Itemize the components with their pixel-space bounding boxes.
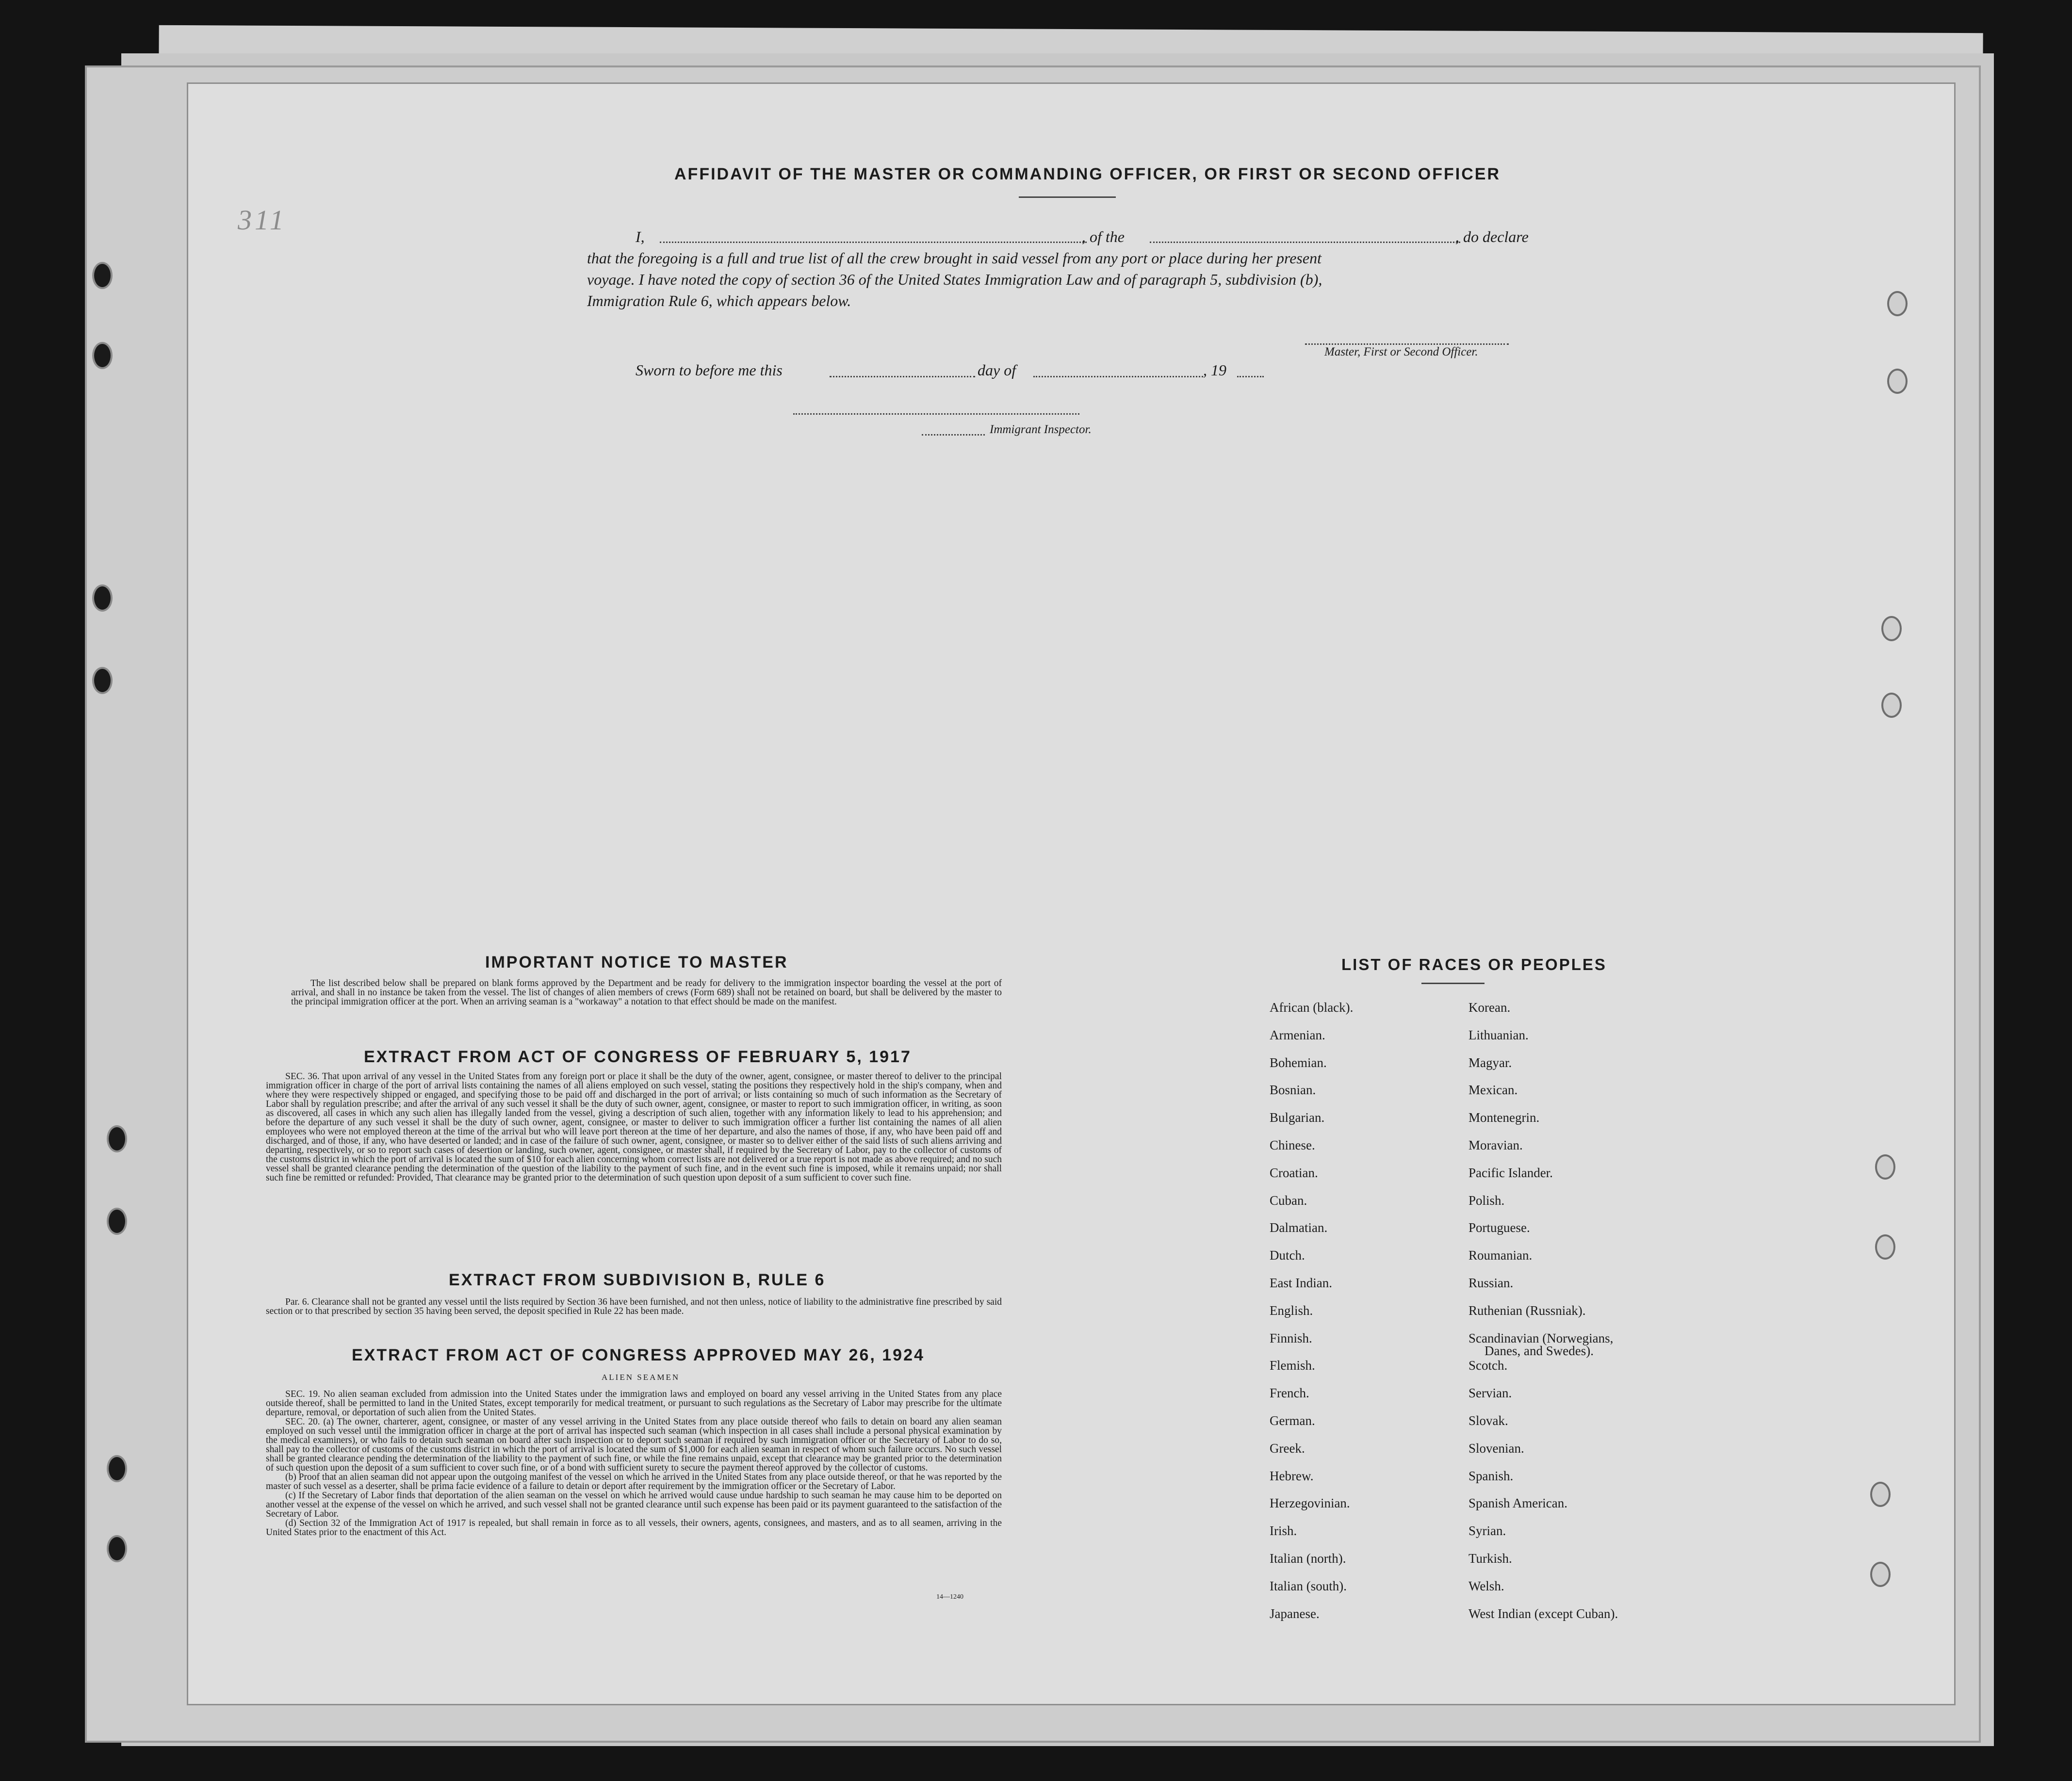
race-item: Bulgarian.	[1270, 1110, 1325, 1125]
race-item: French.	[1270, 1386, 1309, 1401]
section-19-paragraph: SEC. 19. No alien seaman excluded from admission into the United States under the immigration laws and employed on board any vessel arriving in the United States from any place outside thereof, shall be permitted to land in the United States, except temporarily for medical treatment, or pursuant to such regulations as the Secretary of Labor may prescribe for the ultimate departure, removal, or deportation of such alien from the United States.	[266, 1389, 1002, 1418]
race-item: Syrian.	[1468, 1523, 1506, 1538]
notice-title: IMPORTANT NOTICE TO MASTER	[485, 953, 788, 971]
officer-label: Master, First or Second Officer.	[1324, 345, 1478, 358]
binder-hole-icon	[1887, 369, 1908, 394]
race-item: Herzegovinian.	[1270, 1496, 1350, 1511]
notice-paragraph: The list described below shall be prepared on blank forms approved by the Department and be ready for delivery to the immigration inspector boarding the vessel at the port of arrival, and shall in no instance be taken from the vessel. The list of changes of alien members of crews (Form 689) shall not be retained on board, but shall be delivered by the master to the principal immigration officer at the port. When an arriving seaman is a "workaway" a notation to that effect should be made on the manifest.	[291, 978, 1002, 1007]
races-title-rule	[1421, 983, 1485, 984]
race-item: Hebrew.	[1270, 1468, 1314, 1483]
race-item: Slovenian.	[1468, 1441, 1524, 1456]
sworn-year: , 19	[1203, 361, 1226, 379]
affidavit-of-the-label: , of the	[1082, 228, 1125, 245]
race-item: West Indian (except Cuban).	[1468, 1606, 1618, 1621]
section-36-paragraph: SEC. 36. That upon arrival of any vessel in the United States from any foreign port or place it shall be the duty of the owner, agent, consignee, or master thereof to deliver to the principal immigration officer in charge of the port of arrival lists containing the names of all aliens employed on such vessel, stating the positions they respectively hold in the ship's company, when and where they were respectively shipped or engaged, and specifying those to be paid off and discharged in the port of arrival; or lists containing so much of such information as the Secretary of Labor shall by regulation prescribe; and after the arrival of any such vessel it shall be the duty of such owner, agent, consignee, or master to report to such immigration officer, in writing, as soon as discovered, all cases in which any such alien has illegally landed from the vessel, giving a description of such alien, together with any information likely to lead to his apprehension; and before the departure of any such vessel it shall be the duty of such owner, agent, consignee, or master to deliver to such immigration officer a further list containing the names of all alien employees who were not employed thereon at the time of the arrival but who will leave port thereon at the time of her departure, and also the names of those, if any, who have been paid off and discharged, and of those, if any, who have deserted or landed; and in case of the failure of such owner, agent, consignee, or master so to deliver either of the said lists of such aliens arriving and departing, respectively, or so to report such cases of desertion or landing, such owner, agent, consignee, or master shall, if required by the Secretary of Labor, pay to the collector of customs of the customs district in which the port of arrival is located the sum of $10 for each alien concerning whom correct lists are not delivered or a true report is not made as above required; and no such vessel shall be granted clearance pending the determination of the question of the liability to the payment of such fine, and in the event such fine is imposed, while it remains unpaid; nor shall such fine be remitted or refunded: Provided, That clearance may be granted prior to the determination of such question upon deposit of a sum sufficient to cover such fine.	[266, 1071, 1002, 1183]
extract-1924-title: EXTRACT FROM ACT OF CONGRESS APPROVED MAY 26, 1924	[352, 1346, 925, 1364]
race-item: Irish.	[1270, 1523, 1297, 1538]
race-item: Spanish American.	[1468, 1496, 1567, 1511]
race-item: Welsh.	[1468, 1578, 1504, 1593]
race-item: Roumanian.	[1468, 1248, 1533, 1263]
race-item: Slovak.	[1468, 1413, 1508, 1428]
affidavit-declare-label: , do declare	[1455, 228, 1529, 245]
binder-hole-icon	[107, 1208, 127, 1235]
name-blank	[660, 242, 1087, 243]
race-item: Greek.	[1270, 1441, 1305, 1456]
affidavit-body-line: Immigration Rule 6, which appears below.	[587, 292, 851, 309]
race-item: Armenian.	[1270, 1027, 1325, 1042]
binder-hole-icon	[1875, 1234, 1895, 1260]
extract-1917-title: EXTRACT FROM ACT OF CONGRESS OF FEBRUARY 5, 1917	[364, 1048, 912, 1066]
race-item: Chinese.	[1270, 1138, 1315, 1152]
sworn-prefix: Sworn to before me this	[636, 361, 783, 379]
section-20c-paragraph: (c) If the Secretary of Labor finds that deportation of the alien seaman on the vessel on which he arrived would cause undue hardship to such seaman he may cause him to be deported on another vessel at the expense of the vessel on which he arrived, and such vessel shall not be granted clearance until such expense has been paid or its payment guaranteed to the satisfaction of the Secretary of Labor.	[266, 1490, 1002, 1519]
notice-text	[291, 979, 1002, 1006]
race-item: Moravian.	[1468, 1138, 1523, 1152]
race-item: Magyar.	[1468, 1055, 1512, 1070]
alien-seamen-subtitle: ALIEN SEAMEN	[602, 1373, 680, 1382]
race-item: Bohemian.	[1270, 1055, 1327, 1070]
race-item: Cuban.	[1270, 1193, 1307, 1208]
race-item: Flemish.	[1270, 1358, 1315, 1373]
race-item: Polish.	[1468, 1193, 1505, 1208]
race-item: English.	[1270, 1303, 1313, 1318]
extract-1924-text	[266, 1390, 1002, 1537]
race-item: Japanese.	[1270, 1606, 1320, 1621]
race-item: Servian.	[1468, 1386, 1512, 1401]
race-item: East Indian.	[1270, 1276, 1332, 1290]
title-rule	[1019, 196, 1116, 198]
officer-signature-line	[1305, 343, 1509, 345]
binder-hole-icon	[1881, 616, 1902, 641]
sworn-day-blank	[830, 376, 975, 377]
binder-hole-icon	[92, 262, 113, 289]
section-20a-paragraph: SEC. 20. (a) The owner, charterer, agent, consignee, or master of any vessel arriving in the United States from any place outside thereof who fails to detain on board any alien seaman employed on such vessel until the immigration officer in charge at the port of arrival has inspected such seaman (which inspection in all cases shall include a personal physical examination by the medical examiners), or who fails to detain such seaman on board after such inspection or to deport such seaman if required by such immigration officer or the Secretary of Labor to do so, shall pay to the collector of customs of the customs district in which the port of arrival is located the sum of $1,000 for each alien seaman in respect of whom such failure occurs. No such vessel shall be granted clearance pending the determination of the liability to the payment of such fine, or while the fine remains unpaid, except that clearance may be granted prior to the determination of such question upon the deposit of a sum sufficient to cover such fine, or of a bond with sufficient surety to secure the payment thereof approved by the collector of customs.	[266, 1417, 1002, 1473]
race-item: Mexican.	[1468, 1083, 1518, 1098]
inspector-label: Immigrant Inspector.	[990, 423, 1092, 436]
race-item: Russian.	[1468, 1276, 1514, 1290]
affidavit-body-line: that the foregoing is a full and true list of all the crew brought in said vessel from any port or place during her present	[587, 249, 1322, 267]
rule6-paragraph: Par. 6. Clearance shall not be granted any vessel until the lists required by Section 36 have been furnished, and not then unless, notice of liability to the administrative fine prescribed by said section or to that prescribed by section 35 having been served, the deposit specified in Rule 22 has been made.	[266, 1297, 1002, 1316]
vessel-blank	[1150, 242, 1460, 243]
sworn-day-of: day of	[978, 361, 1016, 379]
race-item: Bosnian.	[1270, 1083, 1316, 1098]
race-item: Italian (south).	[1270, 1578, 1347, 1593]
sworn-month-blank	[1033, 376, 1203, 377]
inspector-short-line	[922, 434, 985, 436]
race-item: Turkish.	[1468, 1551, 1512, 1566]
race-item: Finnish.	[1270, 1330, 1312, 1345]
marginal-mark: 311	[238, 204, 287, 236]
binder-hole-icon	[1881, 693, 1902, 718]
race-item: Spanish.	[1468, 1468, 1514, 1483]
race-item: Portuguese.	[1468, 1220, 1530, 1235]
affidavit-i-label: I,	[636, 228, 645, 245]
race-item: German.	[1270, 1413, 1315, 1428]
section-20d-paragraph: (d) Section 32 of the Immigration Act of 1917 is repealed, but shall remain in force as to all vessels, their owners, agents, consignees, and masters, and as to all seamen, arriving in the United States prior to the enactment of this Act.	[266, 1518, 1002, 1538]
binder-hole-icon	[1887, 291, 1908, 316]
sworn-year-blank	[1237, 376, 1264, 377]
section-20b-paragraph: (b) Proof that an alien seaman did not appear upon the outgoing manifest of the vessel on which he arrived in the United States from any place outside thereof, or that he was reported by the master of such vessel as a deserter, shall be prima facie evidence of a failure to detain or deport after requirement by the immigration officer or the Secretary of Labor.	[266, 1472, 1002, 1491]
inspector-signature-line	[793, 413, 1079, 415]
binder-hole-icon	[1870, 1562, 1891, 1587]
binder-hole-icon	[92, 342, 113, 369]
affidavit-title: AFFIDAVIT OF THE MASTER OR COMMANDING OFFICER, OR FIRST OR SECOND OFFICER	[674, 165, 1501, 183]
race-item: Scandinavian (Norwegians,	[1468, 1330, 1614, 1345]
race-item: Ruthenian (Russniak).	[1468, 1303, 1586, 1318]
race-item: African (black).	[1270, 1000, 1354, 1015]
races-list-title: LIST OF RACES OR PEOPLES	[1341, 955, 1607, 973]
binder-hole-icon	[1870, 1482, 1891, 1507]
extract-1917-text	[266, 1072, 1002, 1182]
race-item: Dalmatian.	[1270, 1220, 1328, 1235]
race-item: Montenegrin.	[1468, 1110, 1540, 1125]
race-item-continuation: Danes, and Swedes).	[1485, 1343, 1594, 1358]
race-item: Korean.	[1468, 1000, 1511, 1015]
binder-hole-icon	[1875, 1154, 1895, 1180]
form-number: 14—1240	[936, 1593, 963, 1601]
race-item: Lithuanian.	[1468, 1027, 1529, 1042]
binder-hole-icon	[92, 584, 113, 612]
extract-rule6-title: EXTRACT FROM SUBDIVISION B, RULE 6	[449, 1271, 826, 1289]
race-item: Scotch.	[1468, 1358, 1508, 1373]
affidavit-body	[587, 247, 1557, 311]
race-item: Dutch.	[1270, 1248, 1305, 1263]
binder-hole-icon	[92, 667, 113, 694]
race-item: Croatian.	[1270, 1165, 1318, 1180]
binder-hole-icon	[107, 1125, 127, 1152]
race-item: Pacific Islander.	[1468, 1165, 1553, 1180]
race-item: Italian (north).	[1270, 1551, 1346, 1566]
binder-hole-icon	[107, 1455, 127, 1482]
affidavit-body-line: voyage. I have noted the copy of section 36 of the United States Immigration Law and of paragraph 5, subdivision (b),	[587, 271, 1322, 288]
extract-rule6-text	[266, 1297, 1002, 1316]
binder-hole-icon	[107, 1535, 127, 1562]
